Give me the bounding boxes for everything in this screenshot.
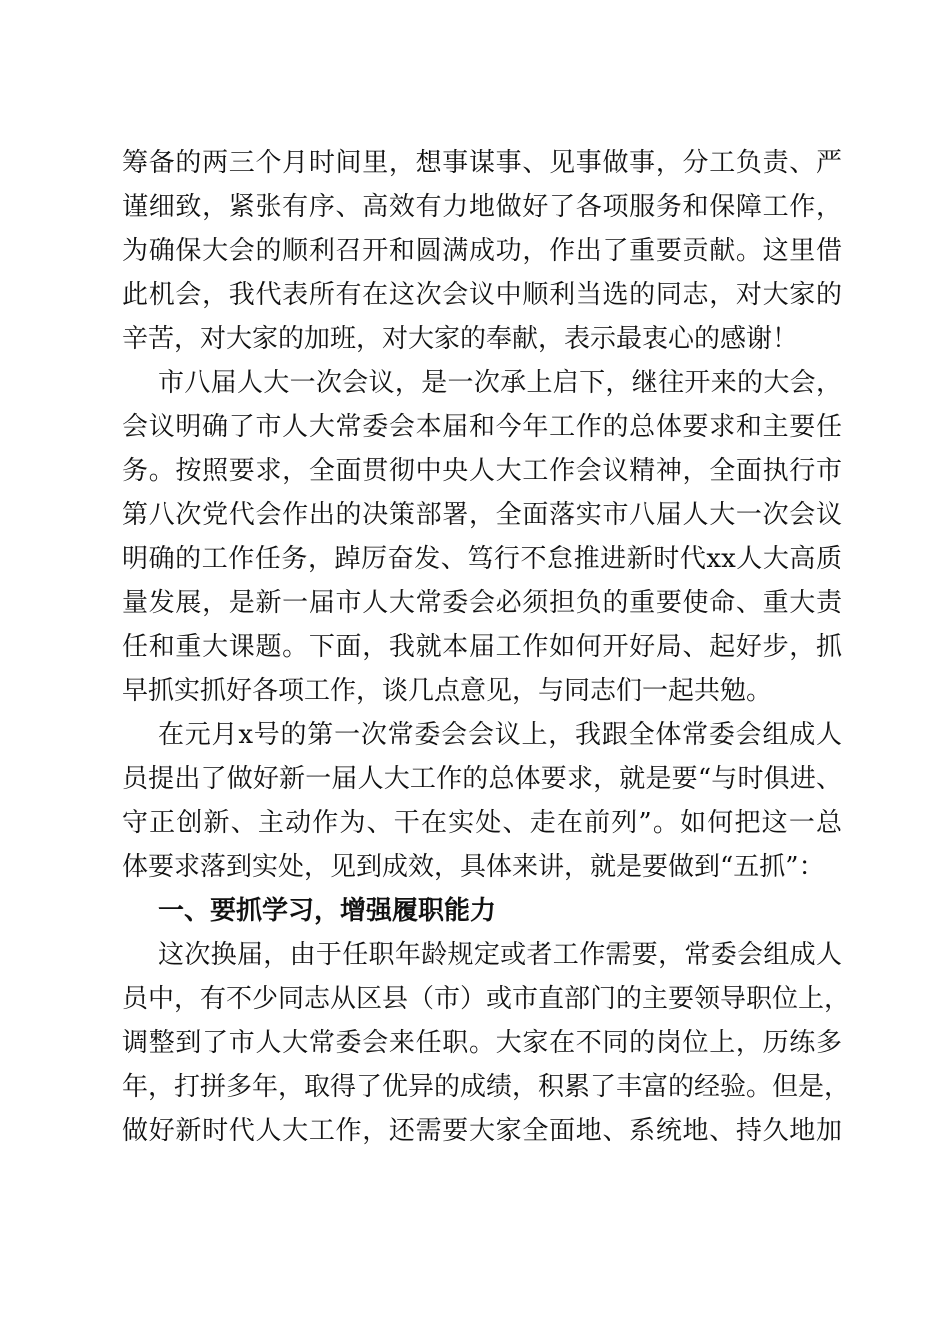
paragraph-3-line-3: 守正创新、主动作为、干在实处、走在前列”。如何把这一总 [122,808,842,838]
section-heading: 一、要抓学习，增强履职能力 [158,896,497,926]
paragraph-1-line-4: 此机会，我代表所有在这次会议中顺利当选的同志，对大家的 [122,280,842,310]
paragraph-4-line-2: 员中，有不少同志从区县（市）或市直部门的主要领导职位上， [122,984,851,1014]
paragraph-1-line-5: 辛苦，对大家的加班，对大家的奉献，表示最衷心的感谢！ [122,324,799,354]
paragraph-4-line-4: 年，打拼多年，取得了优异的成绩，积累了丰富的经验。但是， [122,1072,851,1102]
paragraph-4-line-1: 这次换届，由于任职年龄规定或者工作需要，常委会组成人 [158,940,842,970]
paragraph-4-line-5: 做好新时代人大工作，还需要大家全面地、系统地、持久地加 [122,1116,842,1146]
paragraph-2-line-3: 务。按照要求，全面贯彻中央人大工作会议精神，全面执行市 [122,456,842,486]
paragraph-1-line-2: 谨细致，紧张有序、高效有力地做好了各项服务和保障工作， [122,192,842,222]
paragraph-2-line-4: 第八次党代会作出的决策部署，全面落实市八届人大一次会议 [122,500,842,530]
paragraph-2-line-6: 量发展，是新一届市人大常委会必须担负的重要使命、重大责 [122,588,842,618]
paragraph-3-line-2: 员提出了做好新一届人大工作的总体要求，就是要“与时俱进、 [122,764,842,794]
paragraph-2-line-7: 任和重大课题。下面，我就本届工作如何开好局、起好步，抓 [122,632,842,662]
paragraph-1-line-3: 为确保大会的顺利召开和圆满成功，作出了重要贡献。这里借 [122,236,842,266]
paragraph-2-line-5: 明确的工作任务，踔厉奋发、笃行不怠推进新时代xx人大高质 [122,544,842,574]
paragraph-3-line-1: 在元月x号的第一次常委会会议上，我跟全体常委会组成人 [158,720,842,750]
paragraph-4-line-3: 调整到了市人大常委会来任职。大家在不同的岗位上，历练多 [122,1028,842,1058]
paragraph-2-line-2: 会议明确了市人大常委会本届和今年工作的总体要求和主要任 [122,412,842,442]
paragraph-1-line-1: 筹备的两三个月时间里，想事谋事、见事做事，分工负责、严 [122,148,842,178]
paragraph-2-line-8: 早抓实抓好各项工作，谈几点意见，与同志们一起共勉。 [122,676,773,706]
paragraph-2-line-1: 市八届人大一次会议，是一次承上启下，继往开来的大会， [158,368,842,398]
paragraph-3-line-4: 体要求落到实处，见到成效，具体来讲，就是要做到“五抓”： [122,852,825,882]
